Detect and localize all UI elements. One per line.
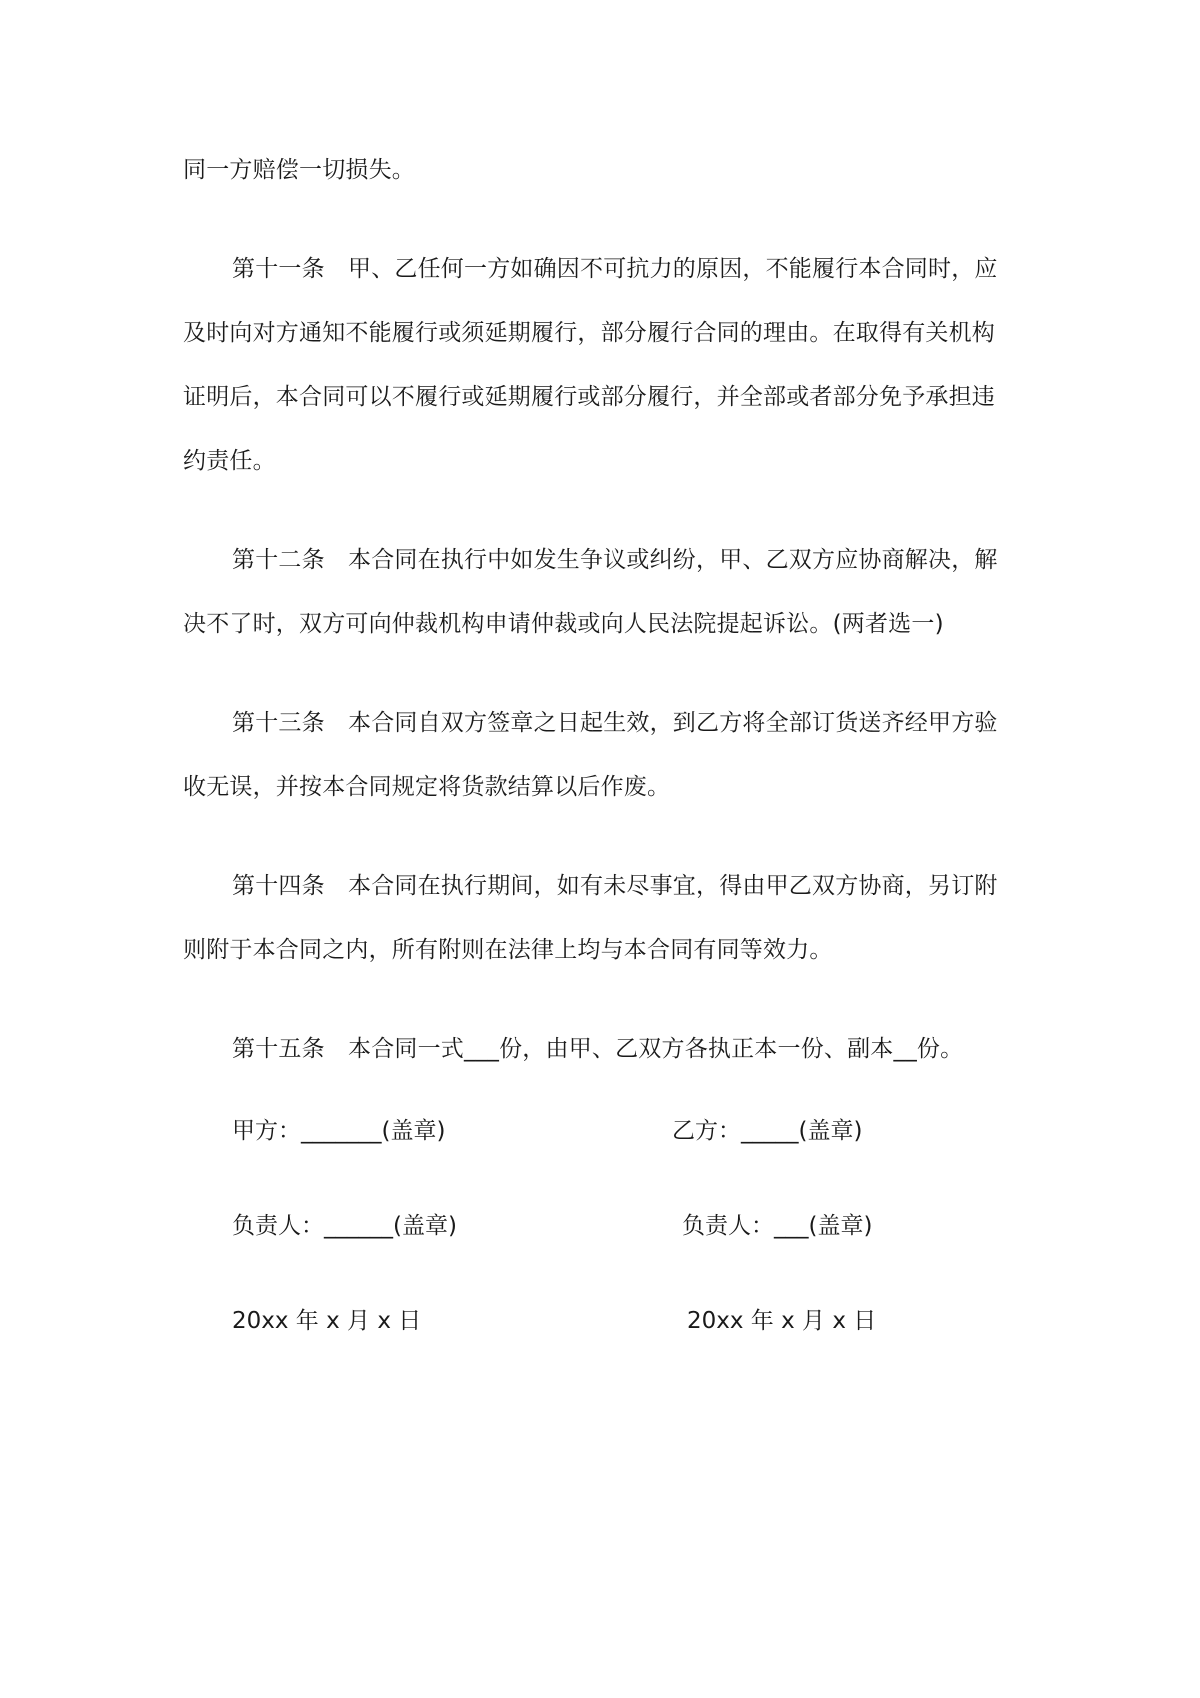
contract-body bbox=[183, 152, 1029, 1067]
party-a-seal: 甲方：_______(盖章) bbox=[232, 1118, 446, 1144]
article-15 bbox=[183, 1031, 1029, 1067]
paragraph-line: 证明后，本合同可以不履行或延期履行或部分履行，并全部或者部分免予承担违 bbox=[183, 384, 995, 410]
paragraph-line: 则附于本合同之内，所有附则在法律上均与本合同有同等效力。 bbox=[183, 937, 833, 963]
article-14 bbox=[183, 868, 1029, 968]
paragraph-line: 第十三条 本合同自双方签章之日起生效，到乙方将全部订货送齐经甲方验 bbox=[232, 710, 998, 736]
party-b-representative: 负责人：___(盖章) bbox=[682, 1213, 873, 1239]
paragraph-line: 同一方赔偿一切损失。 bbox=[183, 157, 415, 183]
paragraph-line: 及时向对方通知不能履行或须延期履行，部分履行合同的理由。在取得有关机构 bbox=[183, 320, 995, 346]
paragraph-line: 约责任。 bbox=[183, 448, 276, 474]
party-a-representative: 负责人：______(盖章) bbox=[232, 1213, 457, 1239]
article-11 bbox=[183, 251, 1029, 479]
paragraph-line: 决不了时，双方可向仲裁机构申请仲裁或向人民法院提起诉讼。(两者选一) bbox=[183, 611, 944, 637]
paragraph-line: 第十二条 本合同在执行中如发生争议或纠纷，甲、乙双方应协商解决，解 bbox=[232, 547, 998, 573]
paragraph-line: 第十五条 本合同一式___份，由甲、乙双方各执正本一份、副本__份。 bbox=[232, 1036, 964, 1062]
paragraph-line: 第十四条 本合同在执行期间，如有未尽事宜，得由甲乙双方协商，另订附 bbox=[232, 873, 998, 899]
article-13 bbox=[183, 705, 1029, 805]
party-b-date: 20xx 年 x 月 x 日 bbox=[687, 1308, 877, 1334]
party-b-seal: 乙方：_____(盖章) bbox=[672, 1118, 863, 1144]
party-a-date: 20xx 年 x 月 x 日 bbox=[232, 1308, 422, 1334]
paragraph-line: 收无误，并按本合同规定将货款结算以后作废。 bbox=[183, 774, 671, 800]
article-12 bbox=[183, 542, 1029, 642]
paragraph-line: 第十一条 甲、乙任何一方如确因不可抗力的原因，不能履行本合同时，应 bbox=[232, 256, 998, 282]
